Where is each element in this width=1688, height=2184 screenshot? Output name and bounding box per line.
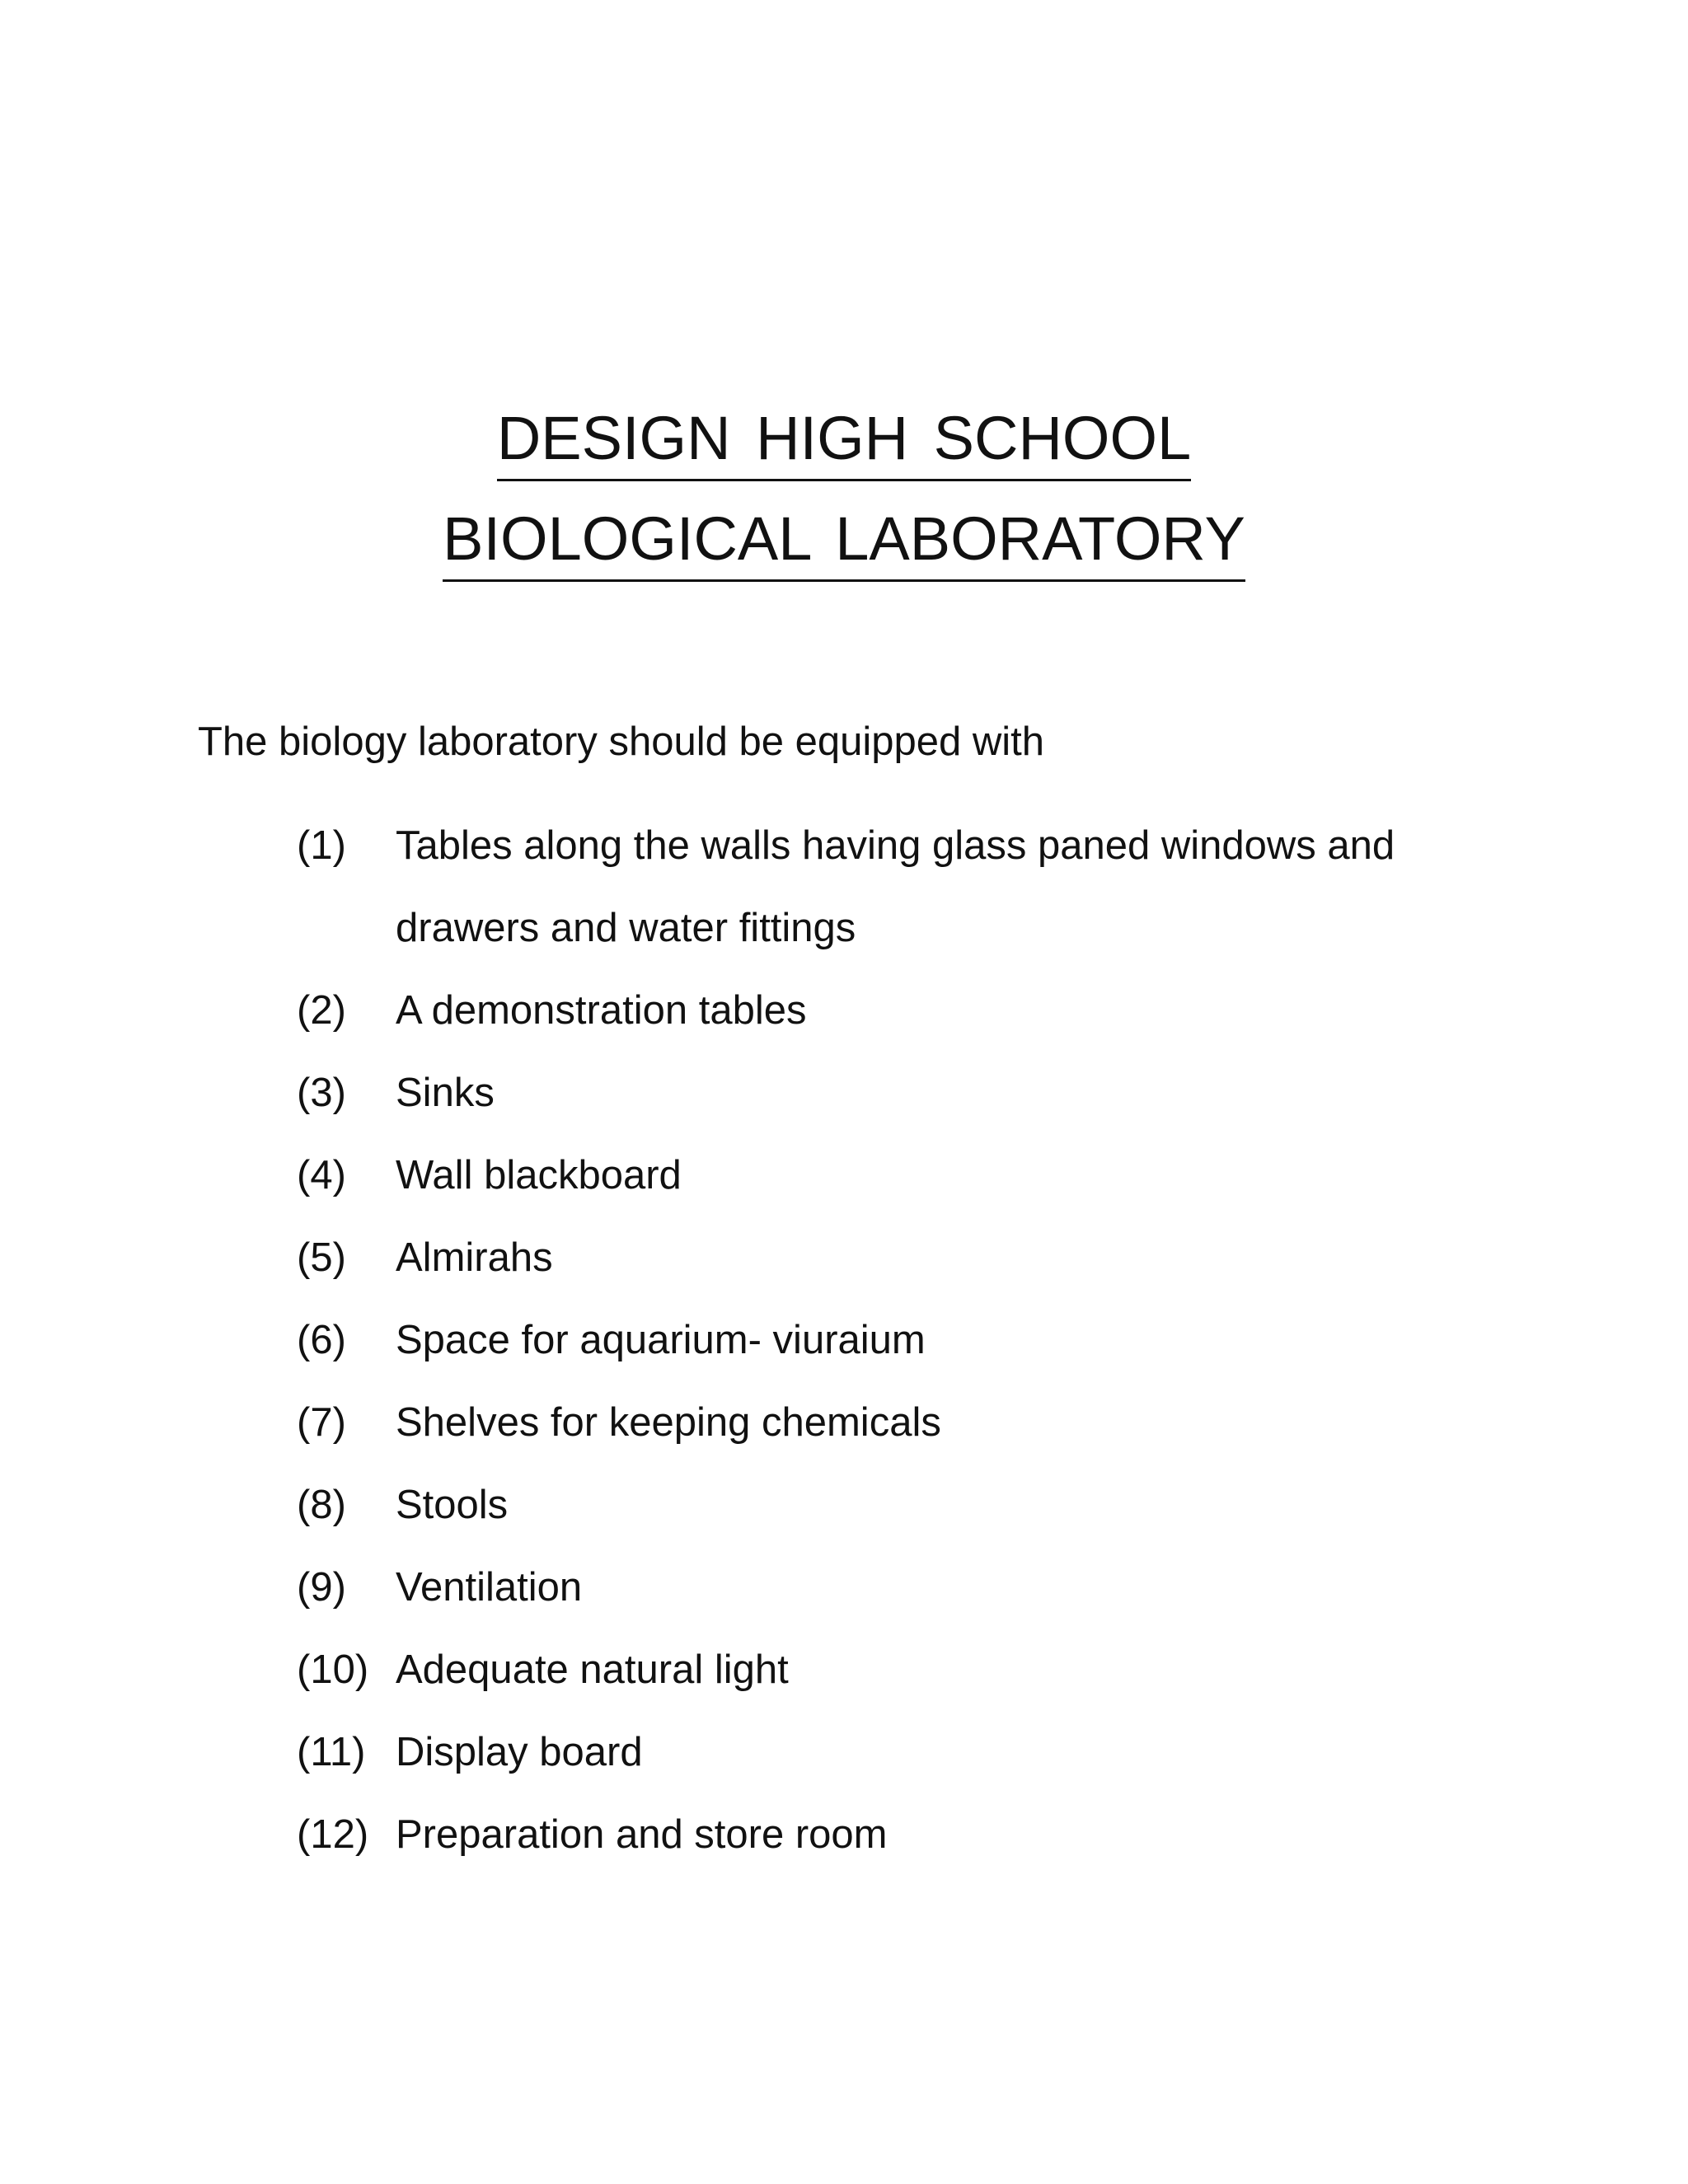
item-number: (6) [297,1318,346,1362]
item-number: (11) [297,1730,366,1774]
item-number: (10) [297,1647,369,1692]
list-item [297,1793,1533,1876]
equipment-list [297,804,1533,1876]
item-number: (7) [297,1400,346,1445]
item-number: (1) [297,823,346,868]
list-item [297,1216,1533,1299]
list-item [297,1299,1533,1381]
list-item [297,804,1533,969]
item-text: A demonstration tables [396,988,807,1033]
title-line-2: BIOLOGICAL LABORATORY [443,509,1245,582]
list-item [297,1464,1533,1546]
item-text: Tables along the walls having glass paned windows and drawers and water fittings [396,823,1395,950]
list-item [297,1381,1533,1464]
item-text: Almirahs [396,1235,553,1280]
item-text: Preparation and store room [396,1812,888,1857]
item-number: (3) [297,1071,346,1115]
item-text: Wall blackboard [396,1153,682,1197]
list-item [297,1052,1533,1134]
item-number: (8) [297,1483,346,1527]
item-text: Stools [396,1483,509,1527]
list-item [297,1711,1533,1793]
list-item [297,1134,1533,1216]
page-subtitle [0,504,1688,582]
list-item [297,969,1533,1052]
item-text: Ventilation [396,1565,583,1610]
item-number: (5) [297,1235,346,1280]
item-text: Shelves for keeping chemicals [396,1400,941,1445]
item-text: Space for aquarium- viuraium [396,1318,926,1362]
page-title [0,404,1688,481]
item-text: Adequate natural light [396,1647,789,1692]
title-line-1: DESIGN HIGH SCHOOL [497,408,1191,481]
list-item [297,1629,1533,1711]
item-text: Sinks [396,1071,495,1115]
item-text: Display board [396,1730,643,1774]
item-number: (12) [297,1812,369,1857]
item-number: (9) [297,1565,346,1610]
item-number: (4) [297,1153,346,1197]
item-number: (2) [297,988,346,1033]
intro-text: The biology laboratory should be equipped with [198,719,1044,764]
list-item [297,1546,1533,1629]
